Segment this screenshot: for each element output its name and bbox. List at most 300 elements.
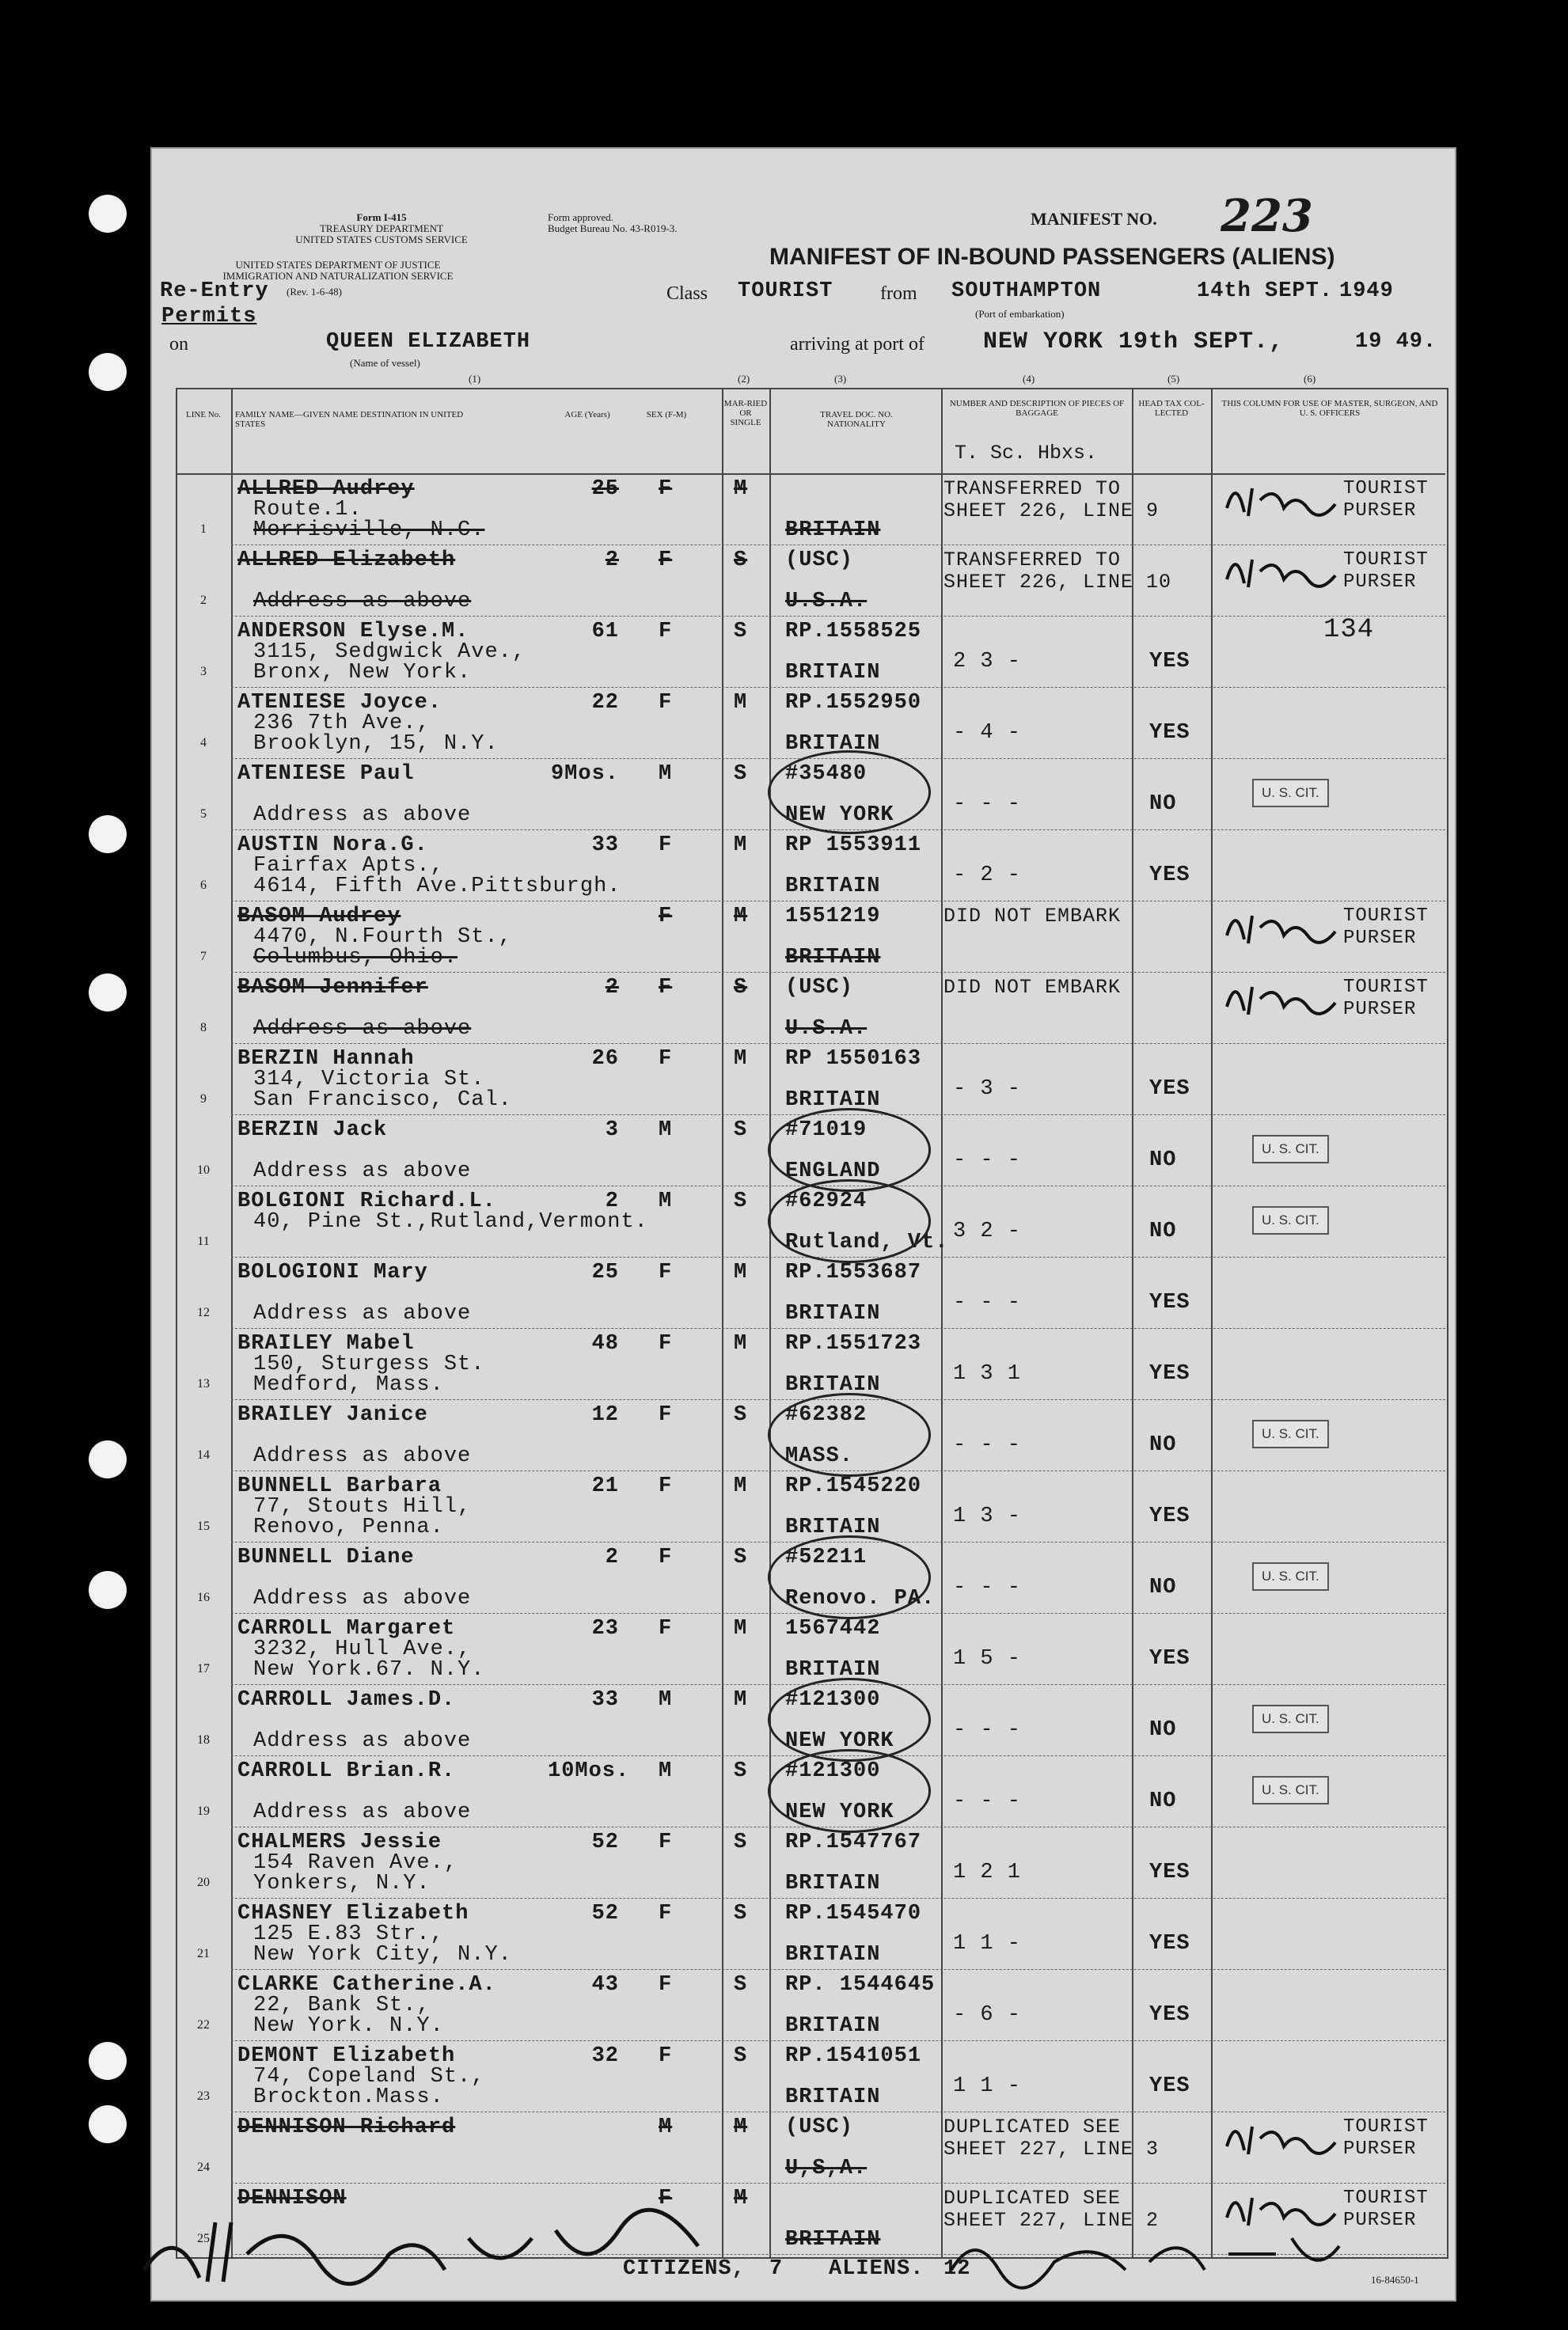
marital-status: M — [734, 1474, 748, 1498]
travel-doc: #121300 — [785, 1688, 881, 1712]
address-line: San Francisco, Cal. — [253, 1088, 512, 1112]
manifest-title: MANIFEST OF IN-BOUND PASSENGERS (ALIENS) — [769, 244, 1335, 270]
baggage: - 2 - — [953, 863, 1022, 887]
nationality: NEW YORK — [785, 1729, 894, 1753]
sex: F — [659, 1617, 673, 1641]
row-divider — [231, 1898, 1445, 1899]
travel-doc: #121300 — [785, 1759, 881, 1783]
sex: M — [659, 2116, 673, 2139]
doc-circle — [768, 1749, 931, 1833]
address-line: Renovo, Penna. — [253, 1516, 444, 1539]
nationality: Rutland, Vt. — [785, 1231, 949, 1254]
age: 21 — [591, 1474, 619, 1498]
address-line: Columbus, Ohio. — [253, 946, 458, 970]
form-id: Form I-415 — [356, 211, 407, 223]
nationality: ENGLAND — [785, 1159, 881, 1183]
handwritten-annotation — [943, 2222, 1355, 2294]
officer-note: TOURIST — [1343, 977, 1429, 998]
address-line: 314, Victoria St. — [253, 1068, 485, 1091]
row-divider — [231, 1328, 1445, 1330]
row-divider — [231, 972, 1445, 973]
officer-signature — [1221, 548, 1339, 595]
line-number: 21 — [197, 1947, 210, 1960]
doc-circle — [768, 1535, 931, 1619]
sex: F — [659, 691, 673, 715]
line-number: 10 — [197, 1163, 210, 1177]
col-line-no: LINE No. — [186, 410, 221, 419]
row-divider — [231, 901, 1445, 902]
travel-doc: #62924 — [785, 1190, 868, 1213]
on-label: on — [169, 334, 188, 355]
marital-status: S — [734, 1546, 748, 1569]
travel-doc: 1551219 — [785, 905, 881, 928]
line-number: 8 — [200, 1021, 207, 1034]
baggage: - - - — [953, 1291, 1022, 1315]
marital-status: M — [734, 905, 748, 928]
class-value: TOURIST — [738, 279, 833, 303]
embark-year: 1949 — [1339, 279, 1394, 303]
col-name: FAMILY NAME—GIVEN NAME DESTINATION IN UNITED STATES — [235, 410, 464, 429]
sex: F — [659, 1047, 673, 1071]
row-divider — [231, 687, 1445, 689]
age: 22 — [591, 691, 619, 715]
passenger-name: DENNISON Richard — [237, 2116, 456, 2139]
col-sex: SEX (F-M) — [646, 410, 687, 419]
officer-note: PURSER — [1343, 999, 1417, 1020]
head-tax: NO — [1149, 1576, 1177, 1600]
binder-hole — [89, 973, 127, 1011]
sex: F — [659, 1831, 673, 1854]
head-tax: YES — [1149, 1861, 1190, 1884]
line-number: 1 — [200, 522, 207, 536]
marital-status: S — [734, 976, 748, 1000]
head-tax: YES — [1149, 1932, 1190, 1956]
head-tax: YES — [1149, 1077, 1190, 1101]
travel-doc: RP.1541051 — [785, 2044, 922, 2068]
head-tax: NO — [1149, 1220, 1177, 1243]
nationality: U.S.A. — [785, 590, 868, 613]
status-note: SHEET 226, LINE 10 — [943, 571, 1172, 594]
baggage-subheads: T. Sc. Hbxs. — [955, 442, 1098, 465]
binder-hole — [89, 2042, 127, 2080]
address-line: 150, Sturgess St. — [253, 1353, 485, 1376]
us-citizen-stamp: U. S. CIT. — [1252, 1135, 1329, 1163]
address-line: 125 E.83 Str., — [253, 1922, 444, 1946]
address-line: Address as above — [253, 1302, 472, 1326]
age: 43 — [591, 1973, 619, 1997]
binder-hole — [89, 195, 127, 233]
age: 12 — [591, 1403, 619, 1427]
citizens-count: 7 — [769, 2257, 784, 2281]
age: 9Mos. — [550, 762, 619, 786]
age: 52 — [591, 1902, 619, 1926]
row-divider — [231, 2040, 1445, 2042]
col-num-5: (5) — [1167, 373, 1180, 385]
sex: F — [659, 905, 673, 928]
nationality: BRITAIN — [785, 518, 881, 542]
travel-doc: RP. 1544645 — [785, 1973, 936, 1997]
arrival-port-date: NEW YORK 19th SEPT., — [983, 328, 1285, 355]
status-note: SHEET 227, LINE 3 — [943, 2138, 1160, 2161]
sex: F — [659, 2187, 673, 2210]
passenger-name: BOLGIONI Richard.L. — [237, 1190, 496, 1213]
baggage: 1 3 - — [953, 1505, 1022, 1528]
address-line: Fairfax Apts., — [253, 854, 444, 878]
address-line: 4614, Fifth Ave.Pittsburgh. — [253, 875, 621, 898]
row-divider — [231, 545, 1445, 546]
baggage: 2 3 - — [953, 650, 1022, 674]
passenger-name: BASOM Jennifer — [237, 976, 428, 1000]
baggage: 3 2 - — [953, 1220, 1022, 1243]
binder-hole — [89, 2105, 127, 2143]
travel-doc: RP.1545220 — [785, 1474, 922, 1498]
address-line: 77, Stouts Hill, — [253, 1495, 472, 1519]
nationality: U,S,A. — [785, 2157, 868, 2180]
age: 52 — [591, 1831, 619, 1854]
head-tax: NO — [1149, 1718, 1177, 1742]
line-number: 4 — [200, 736, 207, 749]
travel-doc: (USC) — [785, 548, 854, 572]
marital-status: S — [734, 1403, 748, 1427]
sex: F — [659, 976, 673, 1000]
address-line: Address as above — [253, 1159, 472, 1183]
line-number: 24 — [197, 2161, 210, 2174]
age: 25 — [591, 477, 619, 501]
sex: M — [659, 1118, 673, 1142]
row-divider — [231, 1969, 1445, 1971]
officer-note: 134 — [1323, 615, 1375, 645]
arrival-year: 19 49. — [1355, 330, 1437, 354]
baggage: - - - — [953, 1789, 1022, 1813]
marital-status: S — [734, 548, 748, 572]
passenger-name: AUSTIN Nora.G. — [237, 833, 428, 857]
nationality: BRITAIN — [785, 661, 881, 685]
head-tax: YES — [1149, 1505, 1190, 1528]
age: 48 — [591, 1332, 619, 1356]
col-num-1: (1) — [469, 373, 481, 385]
sex: F — [659, 1261, 673, 1285]
marital-status: S — [734, 1759, 748, 1783]
line-number: 3 — [200, 665, 207, 678]
nationality: BRITAIN — [785, 2014, 881, 2038]
line-number: 6 — [200, 878, 207, 892]
form-approval — [548, 212, 678, 234]
passenger-name: ANDERSON Elyse.M. — [237, 620, 469, 643]
baggage: 1 3 1 — [953, 1362, 1022, 1386]
line-number: 15 — [197, 1520, 210, 1533]
line-number: 5 — [200, 807, 207, 821]
travel-doc: #62382 — [785, 1403, 868, 1427]
travel-doc: RP.1551723 — [785, 1332, 922, 1356]
us-citizen-stamp: U. S. CIT. — [1252, 779, 1329, 807]
officer-note: PURSER — [1343, 571, 1417, 593]
marital-status: S — [734, 1902, 748, 1926]
marital-status: M — [734, 2116, 748, 2139]
arriving-label: arriving at port of — [790, 334, 924, 355]
nationality: BRITAIN — [785, 1373, 881, 1397]
nationality: BRITAIN — [785, 1872, 881, 1895]
status-note: DID NOT EMBARK — [943, 976, 1122, 999]
row-divider — [231, 616, 1445, 617]
passenger-name: BERZIN Jack — [237, 1118, 388, 1142]
passenger-name: CARROLL Margaret — [237, 1617, 456, 1641]
citizens-label: CITIZENS, — [623, 2257, 746, 2281]
address-line: Address as above — [253, 803, 472, 827]
passenger-name: BUNNELL Diane — [237, 1546, 415, 1569]
sex: F — [659, 2044, 673, 2068]
age: 3 — [605, 1118, 619, 1142]
head-tax: YES — [1149, 650, 1190, 674]
address-line: Yonkers, N.Y. — [253, 1872, 431, 1895]
status-note: DID NOT EMBARK — [943, 905, 1122, 928]
marital-status: M — [734, 691, 748, 715]
travel-doc: RP.1558525 — [785, 620, 922, 643]
line-number: 13 — [197, 1377, 210, 1391]
address-line: Brockton.Mass. — [253, 2085, 444, 2109]
baggage: - - - — [953, 1718, 1022, 1742]
nationality: BRITAIN — [785, 1658, 881, 1682]
line-number: 14 — [197, 1448, 210, 1462]
marital-status: M — [734, 2187, 748, 2210]
line-number: 17 — [197, 1662, 210, 1675]
status-note: SHEET 226, LINE 9 — [943, 499, 1160, 522]
sex: F — [659, 1902, 673, 1926]
justice-dept: UNITED STATES DEPARTMENT OF JUSTICE — [235, 259, 441, 271]
address-line: Address as above — [253, 1587, 472, 1611]
marital-status: S — [734, 762, 748, 786]
address-line: Morrisville, N.C. — [253, 518, 485, 542]
sex: F — [659, 1403, 673, 1427]
line-number: 7 — [200, 950, 207, 963]
binder-hole — [89, 1440, 127, 1478]
head-tax: YES — [1149, 2074, 1190, 2098]
marital-status: S — [734, 1118, 748, 1142]
form-code: 16-84650-1 — [1371, 2274, 1419, 2286]
officer-note: TOURIST — [1343, 478, 1429, 499]
baggage: 1 1 - — [953, 2074, 1022, 2098]
marital-status: M — [734, 1047, 748, 1071]
officer-signature — [1221, 904, 1339, 951]
age: 2 — [605, 548, 619, 572]
reentry-label: Re-Entry — [160, 279, 269, 303]
address-line: Bronx, New York. — [253, 661, 472, 685]
col-num-6: (6) — [1304, 373, 1316, 385]
passenger-name: CARROLL Brian.R. — [237, 1759, 456, 1783]
treasury-dept: TREASURY DEPARTMENT — [319, 222, 444, 234]
customs-service: UNITED STATES CUSTOMS SERVICE — [295, 233, 468, 245]
row-divider — [231, 2183, 1445, 2184]
nationality: BRITAIN — [785, 2085, 881, 2109]
officer-signature — [1221, 476, 1339, 524]
col-married: MAR-RIED OR SINGLE — [723, 399, 768, 427]
address-line: 4470, N.Fourth St., — [253, 925, 512, 949]
baggage: - - - — [953, 1433, 1022, 1457]
nationality: BRITAIN — [785, 732, 881, 756]
baggage: - 4 - — [953, 721, 1022, 745]
sex: F — [659, 548, 673, 572]
sex: F — [659, 477, 673, 501]
revision: (Rev. 1-6-48) — [287, 286, 342, 298]
form-approved: Form approved. — [548, 211, 614, 223]
marital-status: M — [734, 477, 748, 501]
marital-status: S — [734, 2044, 748, 2068]
passenger-name: BUNNELL Barbara — [237, 1474, 442, 1498]
head-tax: YES — [1149, 1362, 1190, 1386]
passenger-name: DENNISON — [237, 2187, 347, 2210]
officer-note: PURSER — [1343, 500, 1417, 522]
col-baggage: NUMBER AND DESCRIPTION OF PIECES OF BAGGAGE — [949, 399, 1125, 418]
nationality: NEW YORK — [785, 1801, 894, 1824]
officer-note: PURSER — [1343, 2210, 1417, 2231]
col-num-3: (3) — [834, 373, 847, 385]
manifest-no-label: MANIFEST NO. — [1031, 209, 1157, 229]
col-head-tax: HEAD TAX COL-LECTED — [1138, 399, 1205, 418]
address-line: New York.67. N.Y. — [253, 1658, 485, 1682]
baggage: - 6 - — [953, 2003, 1022, 2027]
nationality: U.S.A. — [785, 1017, 868, 1041]
marital-status: S — [734, 1831, 748, 1854]
passenger-name: ATENIESE Paul — [237, 762, 415, 786]
marital-status: S — [734, 1973, 748, 1997]
passenger-name: CARROLL James.D. — [237, 1688, 456, 1712]
address-line: New York City, N.Y. — [253, 1943, 512, 1967]
nationality: BRITAIN — [785, 1943, 881, 1967]
nationality: BRITAIN — [785, 2228, 881, 2252]
status-note: SHEET 227, LINE 2 — [943, 2209, 1160, 2232]
age: 23 — [591, 1617, 619, 1641]
nationality: Renovo. PA. — [785, 1587, 936, 1611]
class-label: Class — [666, 283, 708, 304]
us-citizen-stamp: U. S. CIT. — [1252, 1562, 1329, 1591]
embark-date: 14th SEPT. — [1197, 279, 1334, 303]
sex: F — [659, 1973, 673, 1997]
passenger-name: CHASNEY Elizabeth — [237, 1902, 469, 1926]
address-line: Medford, Mass. — [253, 1373, 444, 1397]
line-number: 25 — [197, 2232, 210, 2245]
baggage: 1 5 - — [953, 1647, 1022, 1671]
marital-status: S — [734, 620, 748, 643]
address-line: Brooklyn, 15, N.Y. — [253, 732, 499, 756]
status-note: DUPLICATED SEE — [943, 2116, 1122, 2138]
address-line: Address as above — [253, 590, 472, 613]
doc-circle — [768, 750, 931, 834]
officer-note: TOURIST — [1343, 549, 1429, 571]
col-travel-doc: TRAVEL DOC. NO. NATIONALITY — [820, 410, 893, 429]
line-number: 9 — [200, 1092, 207, 1106]
sex: F — [659, 1546, 673, 1569]
age: 61 — [591, 620, 619, 643]
address-line: 3115, Sedgwick Ave., — [253, 640, 526, 664]
nationality: NEW YORK — [785, 803, 894, 827]
us-citizen-stamp: U. S. CIT. — [1252, 1705, 1329, 1733]
address-line: 236 7th Ave., — [253, 712, 431, 735]
address-line: Address as above — [253, 1017, 472, 1041]
line-number: 23 — [197, 2089, 210, 2103]
address-line: Address as above — [253, 1729, 472, 1753]
age: 26 — [591, 1047, 619, 1071]
travel-doc: (USC) — [785, 2116, 854, 2139]
address-line: 40, Pine St.,Rutland,Vermont. — [253, 1210, 648, 1234]
sex: F — [659, 620, 673, 643]
passenger-name: ATENIESE Joyce. — [237, 691, 442, 715]
aliens-label: ALIENS. — [829, 2257, 924, 2281]
marital-status: M — [734, 1261, 748, 1285]
address-line: Address as above — [253, 1801, 472, 1824]
baggage: - - - — [953, 792, 1022, 816]
col-num-4: (4) — [1023, 373, 1035, 385]
baggage: 1 2 1 — [953, 1861, 1022, 1884]
header-rule — [176, 473, 1445, 475]
address-line: New York. N.Y. — [253, 2014, 444, 2038]
col-num-2: (2) — [738, 373, 750, 385]
row-divider — [231, 2112, 1445, 2113]
status-note: DUPLICATED SEE — [943, 2187, 1122, 2210]
officer-signature — [1221, 975, 1339, 1023]
manifest-sheet — [150, 147, 1456, 2302]
officer-note: TOURIST — [1343, 2188, 1429, 2209]
manifest-number: 223 — [1221, 190, 1313, 242]
address-line: 74, Copeland St., — [253, 2065, 485, 2089]
head-tax: YES — [1149, 2003, 1190, 2027]
form-header-justice — [172, 260, 504, 282]
officer-note: PURSER — [1343, 928, 1417, 949]
marital-status: S — [734, 1190, 748, 1213]
passenger-name: CHALMERS Jessie — [237, 1831, 442, 1854]
head-tax: YES — [1149, 863, 1190, 887]
travel-doc: #71019 — [785, 1118, 868, 1142]
travel-doc: RP.1547767 — [785, 1831, 922, 1854]
officer-note: PURSER — [1343, 2138, 1417, 2160]
baggage: - - - — [953, 1576, 1022, 1600]
line-number: 18 — [197, 1733, 210, 1747]
nationality: BRITAIN — [785, 946, 881, 970]
nationality: BRITAIN — [785, 1088, 881, 1112]
port-embarkation: SOUTHAMPTON — [951, 279, 1102, 303]
handwritten-annotation — [128, 2207, 761, 2294]
vessel-name: QUEEN ELIZABETH — [326, 330, 531, 354]
baggage: - - - — [953, 1148, 1022, 1172]
head-tax: YES — [1149, 1291, 1190, 1315]
travel-doc: RP.1545470 — [785, 1902, 922, 1926]
nationality: BRITAIN — [785, 875, 881, 898]
col-officers: THIS COLUMN FOR USE OF MASTER, SURGEON, AND U. S. OFFICERS — [1221, 399, 1438, 418]
status-note: TRANSFERRED TO — [943, 548, 1122, 571]
age: 32 — [591, 2044, 619, 2068]
doc-circle — [768, 1179, 931, 1263]
head-tax: NO — [1149, 1433, 1177, 1457]
head-tax: NO — [1149, 1789, 1177, 1813]
col-age: AGE (Years) — [564, 410, 610, 419]
binder-hole — [89, 353, 127, 391]
sex: M — [659, 762, 673, 786]
travel-doc: RP 1553911 — [785, 833, 922, 857]
sex: M — [659, 1688, 673, 1712]
address-line: 3232, Hull Ave., — [253, 1637, 472, 1661]
nationality: BRITAIN — [785, 1516, 881, 1539]
travel-doc: (USC) — [785, 976, 854, 1000]
address-line: Address as above — [253, 1444, 472, 1468]
sex: F — [659, 1474, 673, 1498]
nationality: BRITAIN — [785, 1302, 881, 1326]
address-line: 154 Raven Ave., — [253, 1851, 458, 1875]
passenger-name: BOLOGIONI Mary — [237, 1261, 428, 1285]
us-citizen-stamp: U. S. CIT. — [1252, 1776, 1329, 1804]
permits-label: Permits — [161, 305, 257, 328]
nationality: MASS. — [785, 1444, 854, 1468]
head-tax: YES — [1149, 721, 1190, 745]
travel-doc: RP 1550163 — [785, 1047, 922, 1071]
passenger-name: BRAILEY Janice — [237, 1403, 428, 1427]
